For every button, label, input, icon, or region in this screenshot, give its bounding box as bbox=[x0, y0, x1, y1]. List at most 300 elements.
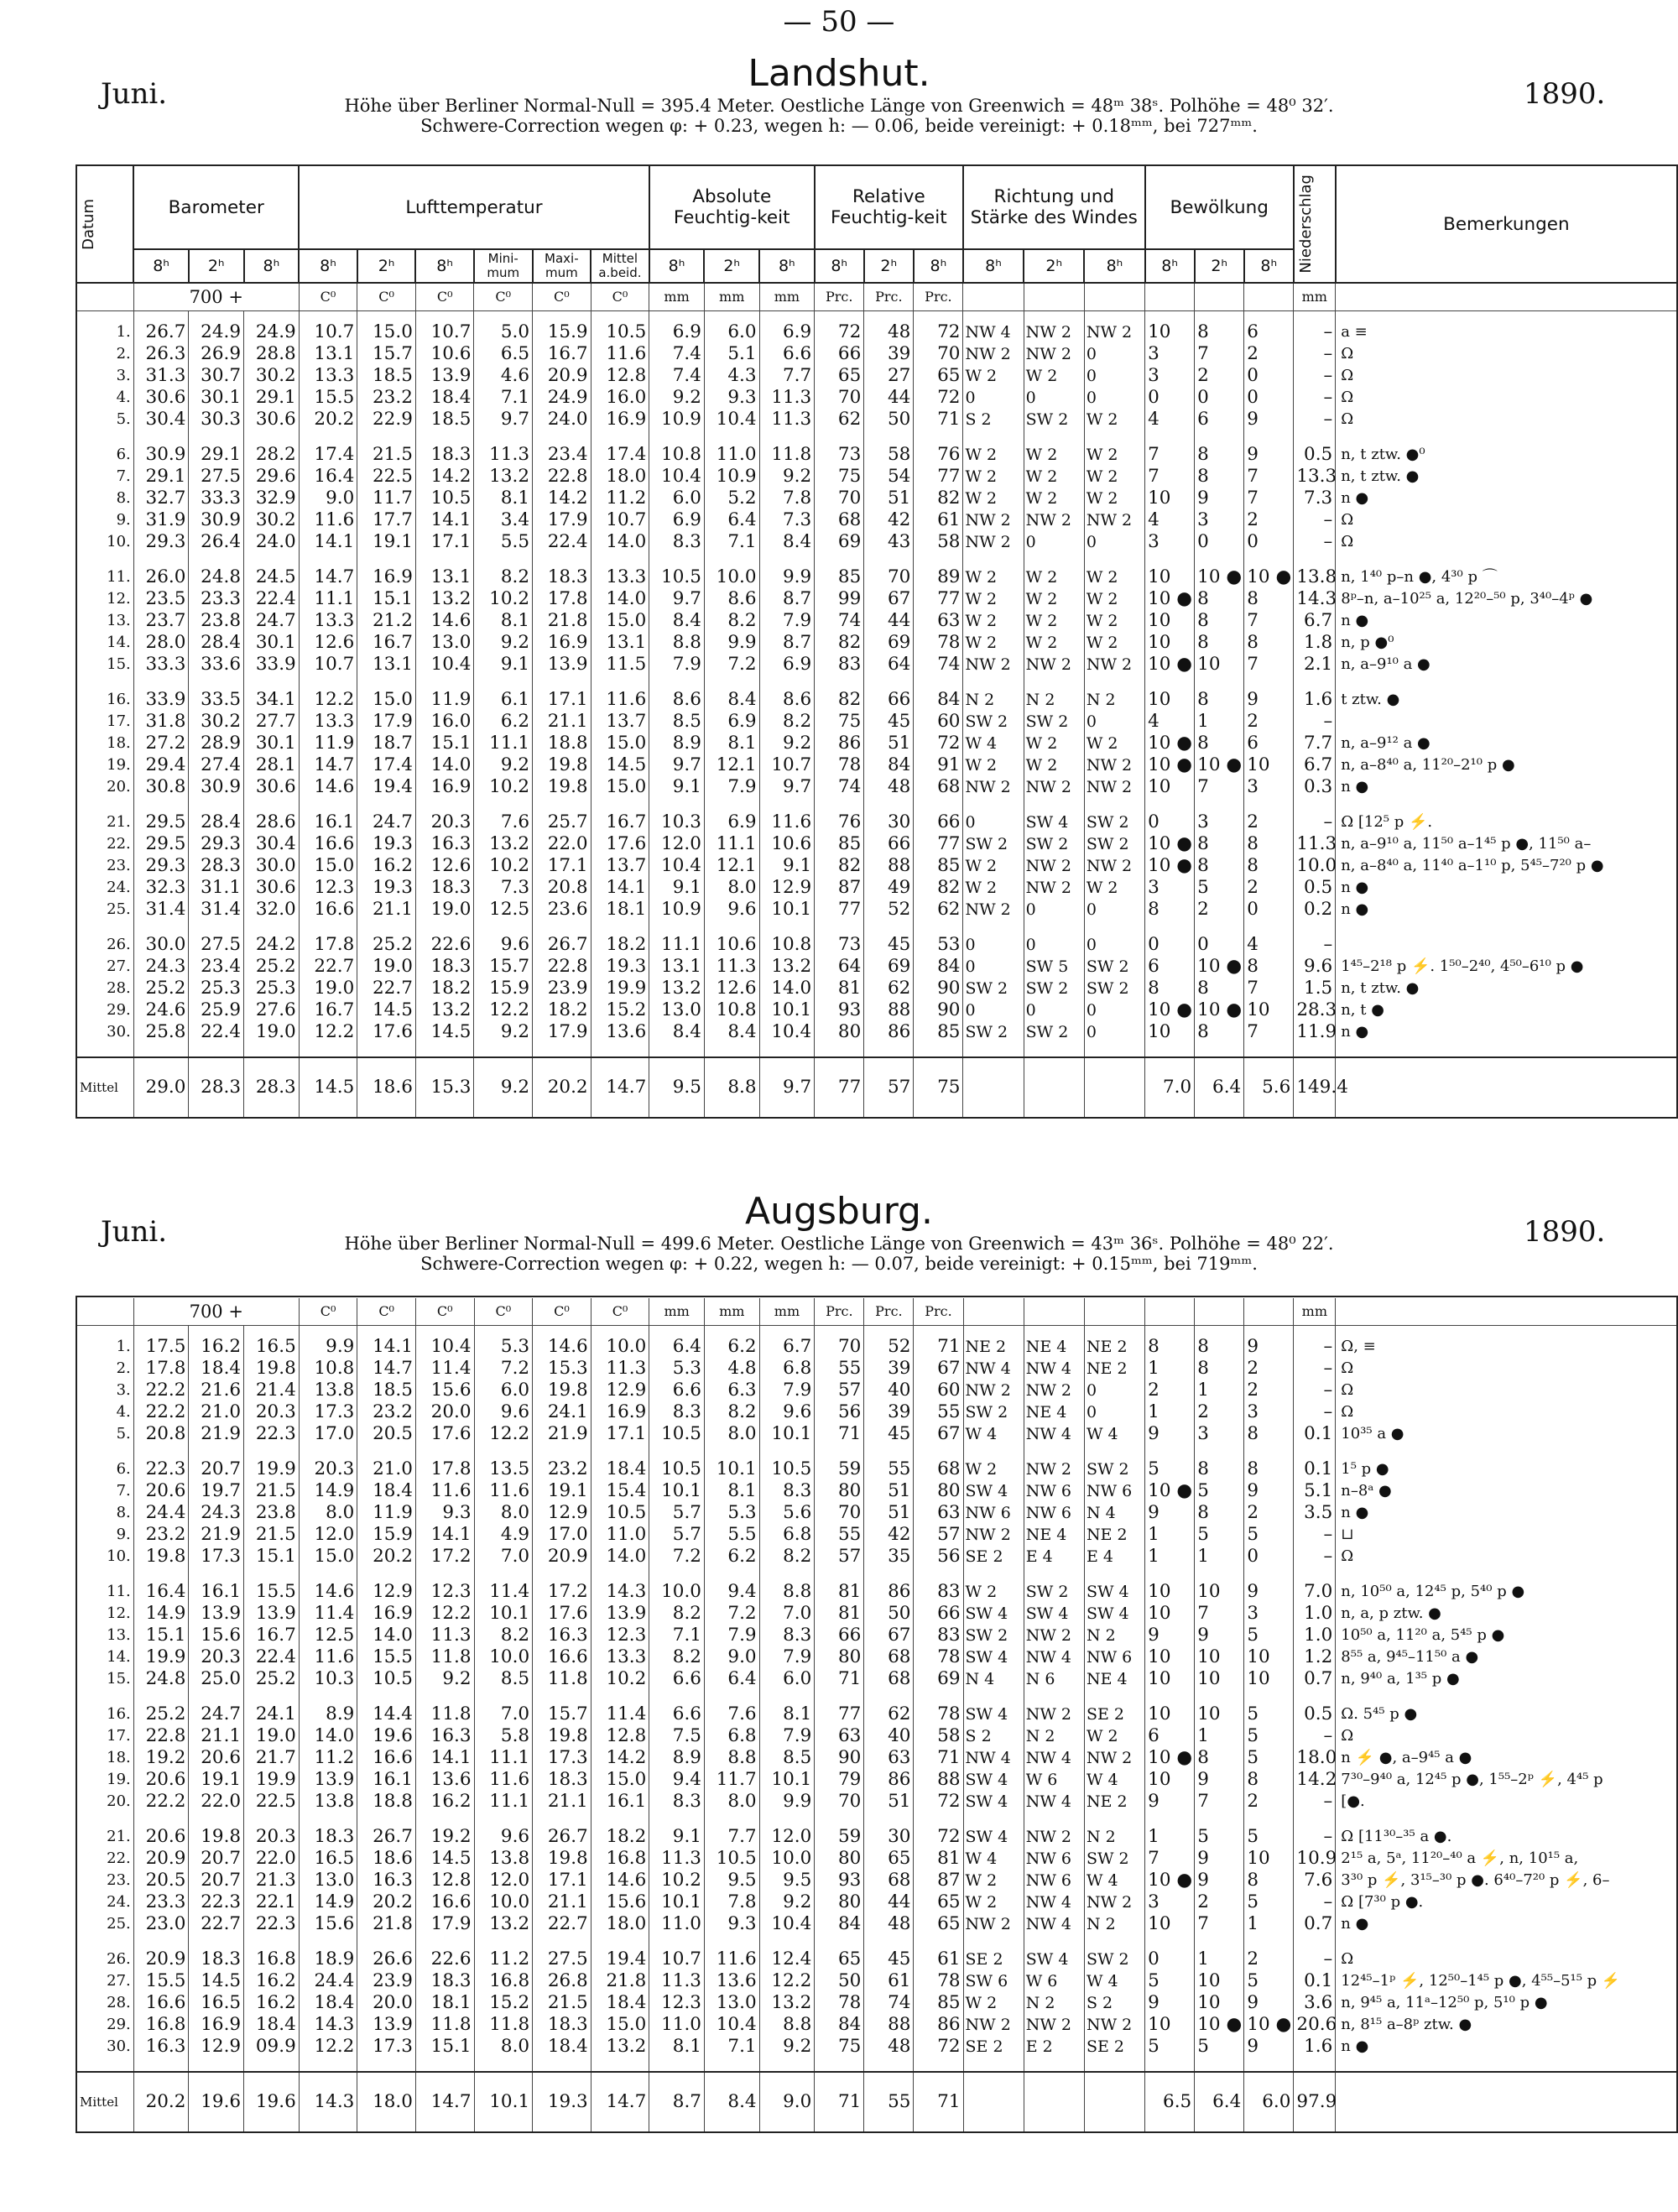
temperature-value: 18.8 bbox=[357, 1791, 416, 1813]
rel-humidity-value: 71 bbox=[815, 1668, 864, 1690]
temperature-value: 20.8 bbox=[533, 877, 591, 899]
cloud-value: 5 bbox=[1195, 1826, 1244, 1848]
temperature-value: 20.0 bbox=[357, 1992, 416, 2014]
remarks-text: n, a–8⁴⁰ a, 11⁴⁰ a–1¹⁰ p, 5⁴⁵–7²⁰ p ● bbox=[1336, 855, 1677, 877]
cloud-value: 10 bbox=[1145, 1021, 1195, 1043]
cloud-value: 5 bbox=[1195, 877, 1244, 899]
cloud-value: 9 bbox=[1244, 444, 1294, 466]
mean-cloud: 7.0 bbox=[1145, 1057, 1195, 1118]
abs-humidity-value: 12.3 bbox=[649, 1992, 705, 2014]
day-date: 22. bbox=[76, 1848, 133, 1870]
abs-humidity-value: 8.0 bbox=[704, 877, 759, 899]
subheader-h2: 2ʰ bbox=[864, 249, 914, 283]
precipitation-value: 1.0 bbox=[1294, 1603, 1336, 1625]
wind-value: NE 2 bbox=[963, 1336, 1024, 1358]
temperature-value: 17.4 bbox=[299, 444, 357, 466]
wind-value: SW 2 bbox=[1024, 1021, 1084, 1043]
cloud-value: 9 bbox=[1145, 1423, 1195, 1445]
cloud-value: 7 bbox=[1145, 466, 1195, 488]
temperature-value: 17.8 bbox=[533, 588, 591, 610]
wind-value: NE 2 bbox=[1084, 1336, 1144, 1358]
temperature-value: 7.0 bbox=[474, 1546, 533, 1568]
day-date: 3. bbox=[76, 1380, 133, 1401]
temperature-value: 18.5 bbox=[357, 1380, 416, 1401]
cloud-value: 8 bbox=[1195, 855, 1244, 877]
rel-humidity-value: 78 bbox=[815, 754, 864, 776]
cloud-value: 10 bbox=[1145, 1913, 1195, 1935]
temperature-value: 13.9 bbox=[533, 654, 591, 676]
cloud-value: 2 bbox=[1244, 509, 1294, 531]
day-date: 5. bbox=[76, 1423, 133, 1445]
remarks-text: n–8ᵃ ● bbox=[1336, 1480, 1677, 1502]
temperature-value: 25.2 bbox=[357, 934, 416, 956]
barometer-value: 24.9 bbox=[244, 321, 300, 343]
wind-value: W 2 bbox=[963, 444, 1024, 466]
mean-remarks-empty bbox=[1336, 2072, 1677, 2132]
temperature-value: 14.2 bbox=[533, 488, 591, 509]
abs-humidity-value: 6.0 bbox=[649, 488, 705, 509]
rel-humidity-value: 82 bbox=[914, 877, 963, 899]
wind-value: W 4 bbox=[963, 1423, 1024, 1445]
day-date: 30. bbox=[76, 2036, 133, 2058]
temperature-value: 19.9 bbox=[591, 978, 649, 999]
rel-humidity-value: 72 bbox=[914, 733, 963, 754]
abs-humidity-value: 13.0 bbox=[704, 1992, 759, 2014]
barometer-value: 24.6 bbox=[133, 999, 189, 1021]
temperature-value: 10.5 bbox=[591, 1502, 649, 1524]
temperature-value: 13.3 bbox=[299, 610, 357, 632]
unit-cell bbox=[1195, 283, 1244, 311]
abs-humidity-value: 8.8 bbox=[704, 1747, 759, 1769]
temperature-value: 17.2 bbox=[533, 1581, 591, 1603]
abs-humidity-value: 10.5 bbox=[649, 1458, 705, 1480]
abs-humidity-value: 10.1 bbox=[649, 1480, 705, 1502]
precipitation-value: 13.8 bbox=[1294, 566, 1336, 588]
day-date: 28. bbox=[76, 1992, 133, 2014]
cloud-value: 8 bbox=[1195, 978, 1244, 999]
month-label: Juni. bbox=[101, 77, 168, 111]
rel-humidity-value: 75 bbox=[815, 711, 864, 733]
cloud-value: 5 bbox=[1244, 1970, 1294, 1992]
rel-humidity-value: 72 bbox=[815, 321, 864, 343]
temperature-value: 14.5 bbox=[415, 1021, 474, 1043]
wind-value: NW 4 bbox=[1024, 1423, 1084, 1445]
cloud-value: 7 bbox=[1195, 776, 1244, 798]
temperature-value: 13.0 bbox=[299, 1870, 357, 1891]
barometer-value: 15.1 bbox=[133, 1625, 189, 1646]
temperature-value: 21.1 bbox=[533, 711, 591, 733]
cloud-value: 4 bbox=[1145, 711, 1195, 733]
cloud-value: 10 bbox=[1145, 1581, 1195, 1603]
temperature-value: 12.9 bbox=[533, 1502, 591, 1524]
rel-humidity-value: 77 bbox=[914, 588, 963, 610]
temperature-value: 11.4 bbox=[591, 1703, 649, 1725]
rel-humidity-value: 73 bbox=[815, 934, 864, 956]
barometer-value: 22.2 bbox=[133, 1401, 189, 1423]
wind-value: NW 2 bbox=[963, 1380, 1024, 1401]
unit-cell bbox=[76, 283, 133, 311]
precipitation-value: 11.3 bbox=[1294, 833, 1336, 855]
rel-humidity-value: 83 bbox=[815, 654, 864, 676]
mean-abs-humidity: 8.4 bbox=[704, 2072, 759, 2132]
rel-humidity-value: 78 bbox=[914, 1970, 963, 1992]
precipitation-value: 0.5 bbox=[1294, 877, 1336, 899]
temperature-value: 8.1 bbox=[474, 610, 533, 632]
barometer-value: 22.1 bbox=[244, 1891, 300, 1913]
abs-humidity-value: 12.4 bbox=[759, 1949, 815, 1970]
precipitation-value: – bbox=[1294, 1826, 1336, 1848]
abs-humidity-value: 8.0 bbox=[704, 1791, 759, 1813]
wind-value: W 2 bbox=[1024, 733, 1084, 754]
barometer-value: 20.5 bbox=[133, 1870, 189, 1891]
barometer-value: 31.4 bbox=[189, 899, 244, 921]
precipitation-value: 14.2 bbox=[1294, 1769, 1336, 1791]
mean-temperature: 19.3 bbox=[533, 2072, 591, 2132]
barometer-value: 23.3 bbox=[189, 588, 244, 610]
rel-humidity-value: 93 bbox=[815, 999, 864, 1021]
barometer-value: 25.0 bbox=[189, 1668, 244, 1690]
wind-value: SE 2 bbox=[1084, 2036, 1144, 2058]
remarks-text: Ω bbox=[1336, 1358, 1677, 1380]
abs-humidity-value: 5.3 bbox=[649, 1358, 705, 1380]
cloud-value: 10 bbox=[1244, 999, 1294, 1021]
temperature-value: 13.3 bbox=[591, 1646, 649, 1668]
wind-value: NW 2 bbox=[1084, 509, 1144, 531]
barometer-value: 31.4 bbox=[133, 899, 189, 921]
temperature-value: 13.1 bbox=[357, 654, 416, 676]
temperature-value: 11.8 bbox=[415, 2014, 474, 2036]
temperature-value: 19.0 bbox=[357, 956, 416, 978]
abs-humidity-value: 7.1 bbox=[704, 531, 759, 553]
wind-value: W 2 bbox=[1024, 566, 1084, 588]
abs-humidity-value: 7.8 bbox=[759, 488, 815, 509]
temperature-value: 13.6 bbox=[415, 1769, 474, 1791]
rel-humidity-value: 82 bbox=[914, 488, 963, 509]
day-date: 21. bbox=[76, 811, 133, 833]
station-title: Augsburg. bbox=[745, 1190, 933, 1233]
temp-unit: C⁰ bbox=[415, 283, 474, 311]
temperature-value: 15.1 bbox=[415, 733, 474, 754]
rel-humidity-value: 86 bbox=[864, 1581, 914, 1603]
wind-value: NW 2 bbox=[963, 1524, 1024, 1546]
subheader-h8: 8ʰ bbox=[649, 249, 705, 283]
temperature-value: 14.7 bbox=[299, 566, 357, 588]
barometer-value: 27.5 bbox=[189, 934, 244, 956]
temperature-value: 15.3 bbox=[533, 1358, 591, 1380]
temperature-value: 9.2 bbox=[474, 754, 533, 776]
abs-humidity-value: 10.9 bbox=[704, 466, 759, 488]
wind-value: W 2 bbox=[1024, 588, 1084, 610]
temperature-value: 16.0 bbox=[591, 387, 649, 409]
temperature-value: 11.6 bbox=[591, 689, 649, 711]
barometer-value: 33.5 bbox=[189, 689, 244, 711]
rel-humidity-value: 70 bbox=[815, 1336, 864, 1358]
wind-value: W 2 bbox=[1084, 1725, 1144, 1747]
temp-unit: C⁰ bbox=[474, 1298, 533, 1326]
temperature-value: 17.3 bbox=[533, 1747, 591, 1769]
temperature-value: 5.3 bbox=[474, 1336, 533, 1358]
day-row bbox=[76, 444, 1677, 466]
remarks-text bbox=[1336, 711, 1677, 733]
mean-cloud: 6.4 bbox=[1195, 1057, 1244, 1118]
remarks-text: [●. bbox=[1336, 1791, 1677, 1813]
day-date: 27. bbox=[76, 956, 133, 978]
barometer-value: 17.5 bbox=[133, 1336, 189, 1358]
cloud-value: 5 bbox=[1195, 1524, 1244, 1546]
wind-value: SW 2 bbox=[963, 978, 1024, 999]
temperature-value: 15.2 bbox=[474, 1992, 533, 2014]
barometer-value: 30.6 bbox=[133, 387, 189, 409]
unit-cell bbox=[1145, 283, 1195, 311]
cloud-value: 10 bbox=[1195, 1581, 1244, 1603]
abs-humidity-value: 13.0 bbox=[649, 999, 705, 1021]
wind-value: NW 2 bbox=[1024, 1458, 1084, 1480]
cloud-value: 7 bbox=[1195, 1791, 1244, 1813]
wind-value: NW 2 bbox=[1084, 855, 1144, 877]
wind-value: 0 bbox=[1084, 899, 1144, 921]
abs-humidity-value: 6.2 bbox=[704, 1546, 759, 1568]
cloud-value: 3 bbox=[1145, 1891, 1195, 1913]
rel-humidity-value: 45 bbox=[864, 1949, 914, 1970]
barometer-value: 20.7 bbox=[189, 1870, 244, 1891]
temperature-value: 11.6 bbox=[299, 509, 357, 531]
barometer-value: 19.0 bbox=[244, 1725, 300, 1747]
abs-humidity-value: 5.1 bbox=[704, 343, 759, 365]
temperature-value: 21.1 bbox=[357, 899, 416, 921]
precipitation-value: 20.6 bbox=[1294, 2014, 1336, 2036]
cloud-value: 8 bbox=[1145, 899, 1195, 921]
temperature-value: 17.7 bbox=[357, 509, 416, 531]
rel-humidity-value: 78 bbox=[815, 1992, 864, 2014]
day-row bbox=[76, 1703, 1677, 1725]
cloud-value: 7 bbox=[1244, 466, 1294, 488]
day-date: 23. bbox=[76, 1870, 133, 1891]
rel-humidity-value: 56 bbox=[815, 1401, 864, 1423]
temperature-value: 18.4 bbox=[299, 1992, 357, 2014]
cloud-value: 0 bbox=[1145, 811, 1195, 833]
barometer-value: 26.4 bbox=[189, 531, 244, 553]
temperature-value: 14.3 bbox=[299, 2014, 357, 2036]
wind-value: W 2 bbox=[1024, 632, 1084, 654]
barometer-value: 30.0 bbox=[244, 855, 300, 877]
temperature-value: 10.5 bbox=[591, 321, 649, 343]
rel-humidity-value: 69 bbox=[815, 531, 864, 553]
rel-humidity-value: 88 bbox=[864, 999, 914, 1021]
wind-value: 0 bbox=[1024, 934, 1084, 956]
temperature-value: 10.4 bbox=[415, 654, 474, 676]
rel-humidity-value: 86 bbox=[864, 1769, 914, 1791]
temperature-value: 10.7 bbox=[299, 654, 357, 676]
mean-precipitation: 149.4 bbox=[1294, 1057, 1336, 1118]
cloud-value: 4 bbox=[1145, 409, 1195, 430]
temperature-value: 17.0 bbox=[533, 1524, 591, 1546]
day-date: 2. bbox=[76, 1358, 133, 1380]
temperature-value: 11.9 bbox=[415, 689, 474, 711]
rel-humidity-value: 84 bbox=[815, 2014, 864, 2036]
wind-value: N 2 bbox=[1084, 1913, 1144, 1935]
day-row bbox=[76, 877, 1677, 899]
remarks-header: Bemerkungen bbox=[1336, 165, 1677, 283]
temperature-value: 10.7 bbox=[299, 321, 357, 343]
rel-humidity-value: 49 bbox=[864, 877, 914, 899]
cloud-value: 8 bbox=[1244, 956, 1294, 978]
remarks-text: 8⁵⁵ a, 9⁴⁵–11⁵⁰ a ● bbox=[1336, 1646, 1677, 1668]
rel-humidity-value: 70 bbox=[815, 1791, 864, 1813]
cloud-value: 9 bbox=[1244, 409, 1294, 430]
remarks-text: n, 9⁴⁰ a, 1³⁵ p ● bbox=[1336, 1668, 1677, 1690]
wind-value: S 2 bbox=[963, 409, 1024, 430]
abs-humidity-value: 5.6 bbox=[759, 1502, 815, 1524]
temperature-value: 13.7 bbox=[591, 711, 649, 733]
temperature-value: 6.5 bbox=[474, 343, 533, 365]
barometer-value: 33.6 bbox=[189, 654, 244, 676]
temperature-value: 19.1 bbox=[357, 531, 416, 553]
rel-humidity-value: 69 bbox=[864, 956, 914, 978]
subheader-h8b: 8ʰ bbox=[244, 249, 300, 283]
precipitation-value: – bbox=[1294, 1401, 1336, 1423]
rel-humidity-value: 66 bbox=[864, 689, 914, 711]
temperature-value: 13.1 bbox=[591, 632, 649, 654]
wind-value: SW 2 bbox=[1084, 1848, 1144, 1870]
barometer-value: 16.4 bbox=[133, 1581, 189, 1603]
abs-humidity-value: 8.1 bbox=[704, 1480, 759, 1502]
temperature-value: 15.9 bbox=[533, 321, 591, 343]
wind-value: NW 2 bbox=[963, 343, 1024, 365]
barometer-value: 12.9 bbox=[189, 2036, 244, 2058]
wind-value: W 2 bbox=[963, 1870, 1024, 1891]
wind-value: NW 6 bbox=[1084, 1646, 1144, 1668]
temperature-value: 10.7 bbox=[415, 321, 474, 343]
temperature-value: 13.9 bbox=[591, 1603, 649, 1625]
barometer-value: 28.3 bbox=[189, 855, 244, 877]
wind-value: SE 2 bbox=[963, 1546, 1024, 1568]
abs-humidity-value: 7.1 bbox=[704, 2036, 759, 2058]
temperature-value: 19.8 bbox=[533, 1380, 591, 1401]
abs-humidity-value: 11.1 bbox=[704, 833, 759, 855]
rel-humidity-value: 82 bbox=[815, 855, 864, 877]
rel-humidity-value: 72 bbox=[914, 387, 963, 409]
abs-humidity-value: 8.2 bbox=[649, 1646, 705, 1668]
temperature-value: 18.5 bbox=[357, 365, 416, 387]
abs-humidity-value: 10.1 bbox=[704, 1458, 759, 1480]
unit-cell bbox=[1024, 283, 1084, 311]
abs-humidity-value: 11.6 bbox=[704, 1949, 759, 1970]
rel-humidity-value: 82 bbox=[815, 689, 864, 711]
day-date: 14. bbox=[76, 1646, 133, 1668]
rel-humidity-value: 76 bbox=[815, 811, 864, 833]
cloud-value: 10 bbox=[1145, 321, 1195, 343]
temperature-value: 23.9 bbox=[533, 978, 591, 999]
mean-temperature: 18.6 bbox=[357, 1057, 416, 1118]
abs-humidity-value: 6.2 bbox=[704, 1336, 759, 1358]
rel-humidity-value: 80 bbox=[815, 1480, 864, 1502]
wind-value: S 2 bbox=[963, 1725, 1024, 1747]
barometer-value: 19.8 bbox=[244, 1358, 300, 1380]
day-row bbox=[76, 1458, 1677, 1480]
wind-value: SW 2 bbox=[1024, 409, 1084, 430]
temperature-value: 10.2 bbox=[474, 776, 533, 798]
day-row bbox=[76, 632, 1677, 654]
temperature-value: 11.3 bbox=[474, 444, 533, 466]
remarks-text: Ω bbox=[1336, 1949, 1677, 1970]
rel-humidity-value: 60 bbox=[914, 711, 963, 733]
rel-humidity-value: 78 bbox=[914, 1703, 963, 1725]
temperature-value: 6.2 bbox=[474, 711, 533, 733]
barometer-value: 30.7 bbox=[189, 365, 244, 387]
abs-humidity-value: 9.7 bbox=[649, 754, 705, 776]
temperature-value: 10.7 bbox=[591, 509, 649, 531]
wind-value: W 4 bbox=[1084, 1970, 1144, 1992]
remarks-text: n, t ● bbox=[1336, 999, 1677, 1021]
day-row bbox=[76, 1870, 1677, 1891]
wind-value: SW 2 bbox=[963, 833, 1024, 855]
temperature-value: 11.0 bbox=[591, 1524, 649, 1546]
unit-cell bbox=[1024, 1298, 1084, 1326]
cloud-value: 9 bbox=[1195, 1848, 1244, 1870]
wind-value: 0 bbox=[1024, 387, 1084, 409]
cloud-value: 2 bbox=[1244, 711, 1294, 733]
barometer-value: 30.8 bbox=[133, 776, 189, 798]
rel-humidity-value: 63 bbox=[864, 1747, 914, 1769]
temperature-value: 16.7 bbox=[591, 811, 649, 833]
precipitation-value: – bbox=[1294, 1358, 1336, 1380]
rel-humidity-value: 65 bbox=[864, 1848, 914, 1870]
barometer-value: 28.4 bbox=[189, 811, 244, 833]
temperature-value: 24.7 bbox=[357, 811, 416, 833]
remarks-text: n ● bbox=[1336, 776, 1677, 798]
rel-humidity-value: 30 bbox=[864, 811, 914, 833]
day-date: 1. bbox=[76, 1336, 133, 1358]
barometer-value: 29.3 bbox=[189, 833, 244, 855]
abs-humidity-value: 8.9 bbox=[649, 1747, 705, 1769]
cloud-value: 10 bbox=[1145, 610, 1195, 632]
cloud-value: 8 bbox=[1244, 855, 1294, 877]
mean-barometer: 19.6 bbox=[244, 2072, 300, 2132]
temperature-value: 19.0 bbox=[299, 978, 357, 999]
day-row bbox=[76, 566, 1677, 588]
meteorological-table bbox=[76, 1296, 1678, 2133]
barometer-value: 24.3 bbox=[133, 956, 189, 978]
abs-humidity-value: 14.0 bbox=[759, 978, 815, 999]
wind-value: W 2 bbox=[963, 365, 1024, 387]
abs-humidity-value: 8.2 bbox=[704, 1401, 759, 1423]
barometer-value: 26.3 bbox=[133, 343, 189, 365]
subheader-h2: 2ʰ bbox=[357, 249, 416, 283]
barometer-value: 13.9 bbox=[244, 1603, 300, 1625]
day-row bbox=[76, 1625, 1677, 1646]
remarks-text: 1⁴⁵–2¹⁸ p ⚡. 1⁵⁰–2⁴⁰, 4⁵⁰–6¹⁰ p ● bbox=[1336, 956, 1677, 978]
temperature-value: 3.4 bbox=[474, 509, 533, 531]
cloud-value: 0 bbox=[1195, 531, 1244, 553]
barometer-value: 32.9 bbox=[244, 488, 300, 509]
temperature-value: 12.2 bbox=[474, 1423, 533, 1445]
abs-humidity-value: 8.7 bbox=[759, 588, 815, 610]
wind-value: SW 2 bbox=[1084, 956, 1144, 978]
day-date: 19. bbox=[76, 754, 133, 776]
wind-value: 0 bbox=[1024, 531, 1084, 553]
rel-humidity-value: 70 bbox=[815, 1502, 864, 1524]
rel-humidity-value: 84 bbox=[914, 956, 963, 978]
temperature-value: 18.2 bbox=[591, 1826, 649, 1848]
barometer-value: 32.3 bbox=[133, 877, 189, 899]
temperature-value: 12.0 bbox=[299, 1524, 357, 1546]
abs-humidity-value: 6.7 bbox=[759, 1336, 815, 1358]
temperature-value: 11.1 bbox=[474, 1791, 533, 1813]
cloud-value: 1 bbox=[1145, 1546, 1195, 1568]
wind-value: N 2 bbox=[1024, 689, 1084, 711]
barometer-value: 23.8 bbox=[244, 1502, 300, 1524]
rel-humidity-value: 67 bbox=[914, 1358, 963, 1380]
